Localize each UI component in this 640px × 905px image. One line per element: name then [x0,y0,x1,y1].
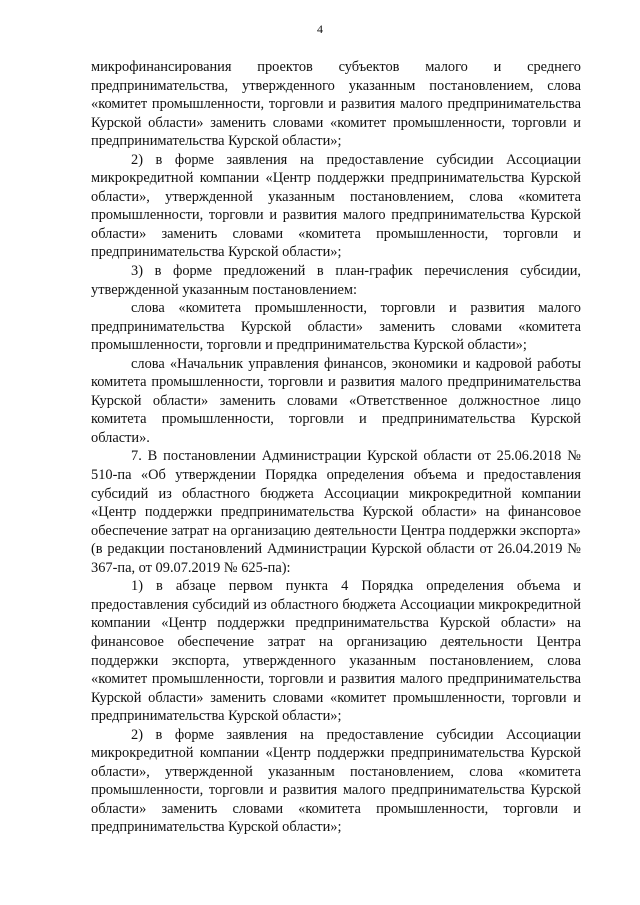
paragraph-section-7-item-2: 2) в форме заявления на предоставление субсидии Ассоциации микрокредитной компании «Центр поддержки предпринимательства Курской области», утвержденной указанным постановлением, слова «комитета промышленности, торговли и развития малого предпринимательства Курской области» заменить словами «комитета промышленности, торговли и предпринимательства Курской области»; [91,726,581,836]
paragraph-section-7-item-1: 1) в абзаце первом пункта 4 Порядка определения объема и предоставления субсидий из областного бюджета Ассоциации микрокредитной компании «Центр поддержки предпринимательства Курской области» на финансовое обеспечение затрат на организацию деятельности Центра поддержки экспорта, утвержденного указанным постановлением, слова «комитет промышленности, торговли и развития малого предпринимательства Курской области» заменить словами «комитет промышленности, торговли и предпринимательства Курской области»; [91,578,581,725]
paragraph-item-2-application-form: 2) в форме заявления на предоставление субсидии Ассоциации микрокредитной компании «Центр поддержки предпринимательства Курской области», утвержденной указанным постановлением, слова «комитета промышленности, торговли и развития малого предпринимательства Курской области» заменить словами «комитета промышленности, торговли и предпринимательства Курской области»; [91,151,581,261]
paragraph-continuation: микрофинансирования проектов субъектов малого и среднего предпринимательства, утвержденного указанным постановлением, слова «комитет промышленности, торговли и развития малого предпринимательства Курской области» заменить словами «комитет промышленности, торговли и предпринимательства Курской области»; [91,59,581,150]
paragraph-words-head-of-department: слова «Начальник управления финансов, экономики и кадровой работы комитета промышленности, торговли и развития малого предпринимательства Курской области» заменить словами «Ответственное должностное лицо комитета промышленности, торговли и предпринимательства Курской области». [91,355,581,446]
page-number: 4 [317,22,323,36]
paragraph-words-committee: слова «комитета промышленности, торговли и развития малого предпринимательства Курской области» заменить словами «комитета промышленности, торговли и предпринимательства Курской области»; [91,300,581,354]
paragraph-item-3-schedule-form: 3) в форме предложений в план-график перечисления субсидии, утвержденной указанным постановлением: [91,263,581,298]
document-body [91,58,581,837]
paragraph-section-7: 7. В постановлении Администрации Курской области от 25.06.2018 № 510-па «Об утверждении Порядка определения объема и предоставления субсидий из областного бюджета Ассоциации микрокредитной компании «Центр поддержки предпринимательства Курской области» на финансовое обеспечение затрат на организацию деятельности Центра поддержки экспорта» (в редакции постановлений Администрации Курской области от 26.04.2019 № 367-па, от 09.07.2019 № 625-па): [91,448,581,576]
